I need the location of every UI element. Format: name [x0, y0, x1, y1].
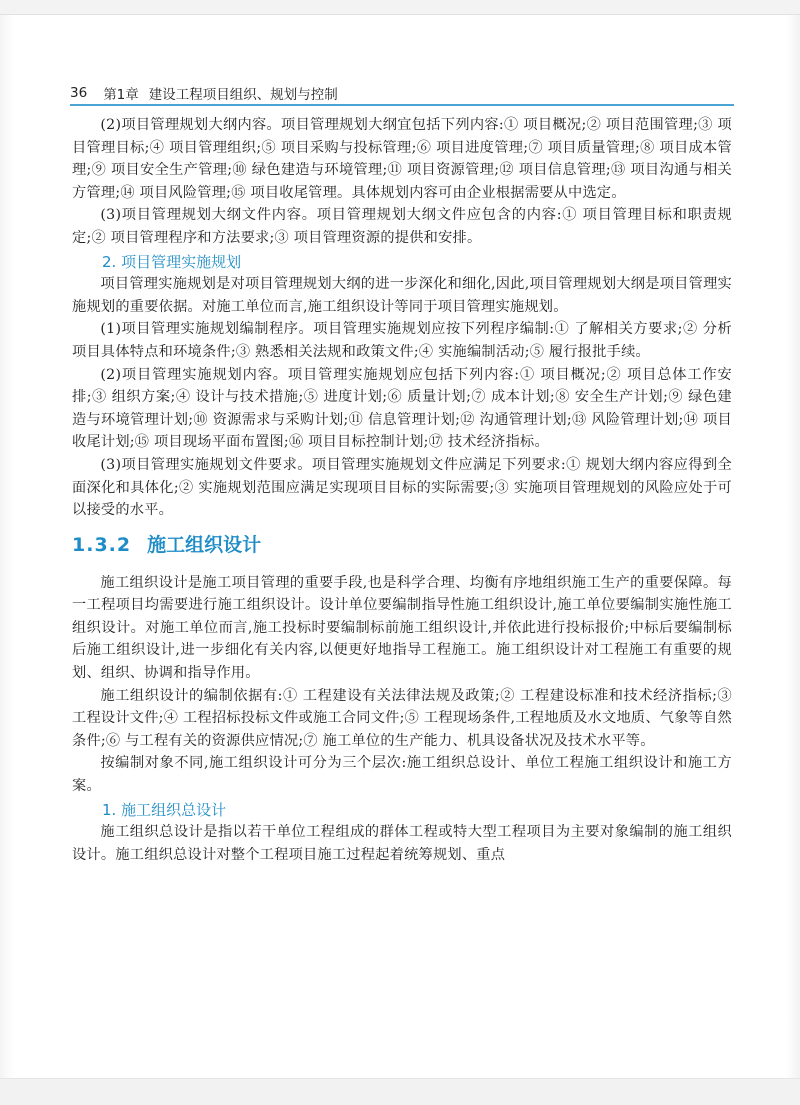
subheading-implementation-plan: 2. 项目管理实施规划 — [102, 252, 242, 271]
paragraph-implementation-procedure: (1)项目管理实施规划编制程序。项目管理实施规划应按下列程序编制:① 了解相关方要求;② 分析项目具体特点和环境条件;③ 熟悉相关法规和政策文件;④ 实施编制活动;⑤ 履行报批手续。 — [72, 321, 732, 360]
paragraph-construction-design-basis: 施工组织设计的编制依据有:① 工程建设有关法律法规及政策;② 工程建设标准和技术经济指标;③ 工程设计文件;④ 工程招标投标文件或施工合同文件;⑤ 工程现场条件,工程地质及水文地质、气象等自然条件;⑥ 与工程有关的资源供应情况;⑦ 施工单位的生产能力、机具设备状况及技术水平等。 — [72, 687, 732, 749]
running-header — [70, 80, 734, 106]
scan-bottom-edge — [0, 1078, 800, 1105]
section-title: 施工组织设计 — [147, 533, 262, 556]
paragraph-implementation-intro: 项目管理实施规划是对项目管理规划大纲的进一步深化和细化,因此,项目管理规划大纲是项目管理实施规划的重要依据。对施工单位而言,施工组织设计等同于项目管理实施规划。 — [72, 276, 732, 315]
header-rule — [70, 104, 734, 106]
paragraph-planning-outline-content: (2)项目管理规划大纲内容。项目管理规划大纲宜包括下列内容:① 项目概况;② 项目范围管理;③ 项目管理目标;④ 项目管理组织;⑤ 项目采购与投标管理;⑥ 项目进度管理;⑦ 项目质量管理;⑧ 项目成本管理;⑨ 项目安全生产管理;⑩ 绿色建造与环境管理;⑪ 项目资源管理;⑫ 项目信息管理;⑬ 项目沟通与相关方管理;⑭ 项目风险管理;⑮ 项目收尾管理。具体规划内容可由企业根据需要从中选定。 — [72, 117, 732, 201]
paragraph-implementation-content: (2)项目管理实施规划内容。项目管理实施规划应包括下列内容:① 项目概况;② 项目总体工作安排;③ 组织方案;④ 设计与技术措施;⑤ 进度计划;⑥ 质量计划;⑦ 成本计划;⑧ 安全生产计划;⑨ 绿色建造与环境管理计划;⑩ 资源需求与采购计划;⑪ 信息管理计划;⑫ 沟通管理计划;⑬ 风险管理计划;⑭ 项目收尾计划;⑮ 项目现场平面布置图;⑯ 项目目标控制计划;⑰ 技术经济指标。 — [72, 366, 732, 451]
paragraph-construction-design-intro: 施工组织设计是施工项目管理的重要手段,也是科学合理、均衡有序地组织施工生产的重要保障。每一工程项目均需要进行施工组织设计。设计单位要编制指导性施工组织设计,施工单位要编制实施性施工组织设计。对施工单位而言,施工投标时要编制标前施工组织设计,并依此进行投标报价;中标后要编制标后施工组织设计,进一步细化有关内容,以便更好地指导工程施工。施工组织设计对工程施工有重要的规划、组织、协调和指导作用。 — [72, 574, 732, 682]
chapter-title: 建设工程项目组织、规划与控制 — [148, 87, 338, 103]
paragraph-construction-design-levels: 按编制对象不同,施工组织设计可分为三个层次:施工组织总设计、单位工程施工组织设计和施工方案。 — [72, 755, 732, 795]
page-number: 36 — [70, 85, 88, 101]
subheading-general-design: 1. 施工组织总设计 — [102, 800, 227, 819]
paragraph-general-design: 施工组织总设计是指以若干单位工程组成的群体工程或特大型工程项目为主要对象编制的施工组织设计。施工组织总设计对整个工程项目施工过程起着统筹规划、重点 — [72, 824, 732, 863]
section-number: 1.3.2 — [72, 533, 132, 556]
scan-top-edge — [0, 0, 800, 15]
section-heading — [72, 532, 732, 558]
paragraph-planning-outline-document: (3)项目管理规划大纲文件内容。项目管理规划大纲文件应包含的内容:① 项目管理目标和职责规定;② 项目管理程序和方法要求;③ 项目管理资源的提供和安排。 — [72, 207, 732, 246]
chapter-label: 第1章 — [103, 87, 139, 103]
paragraph-implementation-requirements: (3)项目管理实施规划文件要求。项目管理实施规划文件应满足下列要求:① 规划大纲内容应得到全面深化和具体化;② 实施规划范围应满足实现项目目标的实际需要;③ 实施项目管理规划的风险应处于可以接受的水平。 — [72, 456, 732, 519]
page-body — [72, 114, 732, 866]
